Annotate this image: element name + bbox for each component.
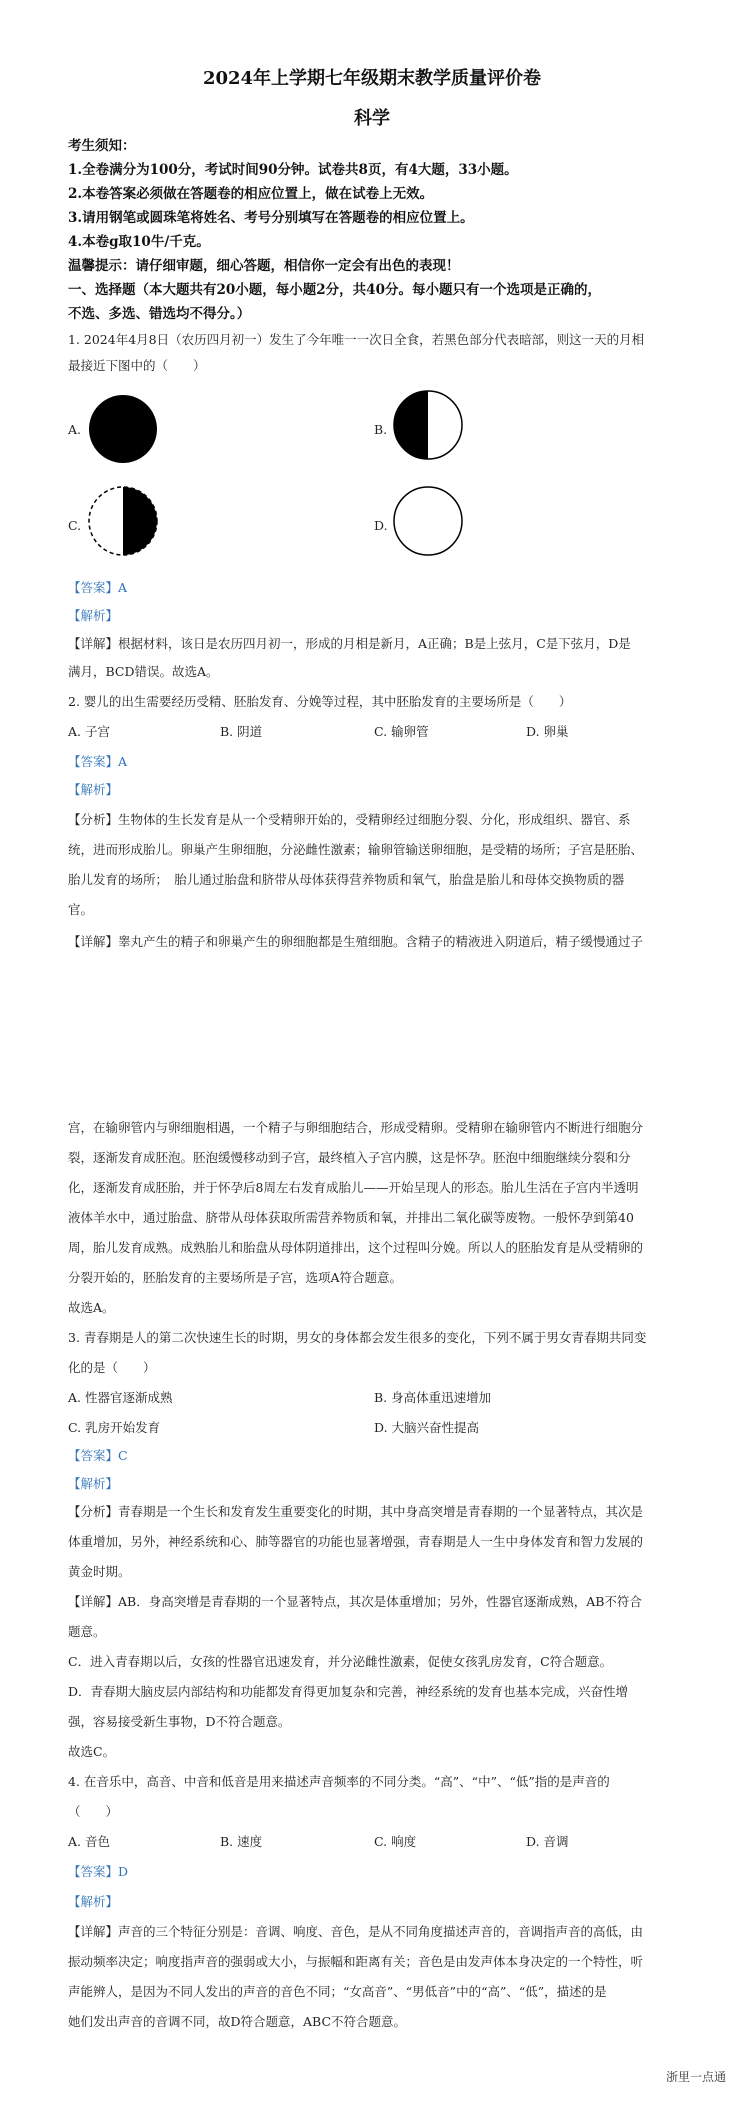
q2-option-a: A. 子宫: [68, 724, 110, 739]
q4-option-b: B. 速度: [220, 1834, 263, 1849]
right-dark-half-moon-icon: [88, 486, 158, 556]
q3-analysis: 黄金时期。: [68, 1564, 131, 1579]
q4-stem: 4. 在音乐中，高音、中音和低音是用来描述声音频率的不同分类。“高”、“中”、“低”指的是声音的: [68, 1774, 610, 1789]
q2-fenxi: 【分析】生物体的生长发育是从一个受精卵开始的，受精卵经过细胞分裂、分化，形成组织、器官、系: [68, 812, 631, 827]
q3-analysis: 体重增加，另外，神经系统和心、肺等器官的功能也显著增强，青春期是人一生中身体发育和智力发展的: [68, 1534, 644, 1549]
notice-item: 2.本卷答案必须做在答题卷的相应位置上，做在试卷上无效。: [68, 186, 434, 202]
q2-detail-cont: 周，胎儿发育成熟。成熟胎儿和胎盘从母体阴道排出，这个过程叫分娩。所以人的胚胎发育是从受精卵的: [68, 1240, 644, 1255]
notice-item: 1.全卷满分为100分，考试时间90分钟。试卷共8页，有4大题，33小题。: [68, 162, 518, 178]
q2-analysis-tag: 【解析】: [68, 782, 119, 797]
q3-option-c: C. 乳房开始发育: [68, 1420, 161, 1435]
q3-analysis: 强，容易接受新生事物，D不符合题意。: [68, 1714, 291, 1729]
exam-title: 2024年上学期七年级期末教学质量评价卷: [202, 68, 542, 89]
q2-fenxi: 统，进而形成胎儿。卵巢产生卵细胞，分泌雌性激素；输卵管输送卵细胞，是受精的场所；子宫是胚胎、: [68, 842, 644, 857]
q4-option-d: D. 音调: [526, 1834, 569, 1849]
q1-detail-cont: 满月，BCD错误。故选A。: [68, 664, 219, 679]
notice-item: 4.本卷g取10牛/千克。: [68, 234, 210, 250]
q3-analysis: 题意。: [68, 1624, 106, 1639]
section-heading: 一、选择题（本大题共有20小题，每小题2分，共40分。每小题只有一个选项是正确的，: [68, 282, 601, 298]
q4-detail: 【详解】声音的三个特征分别是：音调、响度、音色，是从不同角度描述声音的，音调指声音的高低，由: [68, 1924, 644, 1939]
q3-analysis-tag: 【解析】: [68, 1476, 119, 1491]
q2-option-c: C. 输卵管: [374, 724, 429, 739]
q4-detail: 她们发出声音的音调不同，故D符合题意，ABC不符合题意。: [68, 2014, 407, 2029]
q1-detail: 【详解】根据材料，该日是农历四月初一，形成的月相是新月，A正确；B是上弦月，C是下弦月，D是: [68, 636, 631, 651]
q2-detail-cont: 化，逐渐发育成胚胎，并于怀孕后8周左右发育成胎儿——开始呈现人的形态。胎儿生活在子宫内半透明: [68, 1180, 639, 1195]
q3-analysis: 【详解】AB．身高突增是青春期的一个显著特点，其次是体重增加；另外，性器官逐渐成熟，AB不符合: [68, 1594, 642, 1609]
q3-analysis: 【分析】青春期是一个生长和发育发生重要变化的时期，其中身高突增是青春期的一个显著特点，其次是: [68, 1504, 644, 1519]
q2-conclusion: 故选A。: [68, 1300, 115, 1315]
left-dark-half-moon-icon: [393, 390, 463, 460]
q1-stem: 1. 2024年4月8日（农历四月初一）发生了今年唯一一次日全食，若黑色部分代表暗部，则这一天的月相: [68, 332, 645, 347]
q3-analysis: C．进入青春期以后，女孩的性器官迅速发育，并分泌雌性激素，促使女孩乳房发育，C符合题意。: [68, 1654, 613, 1669]
q4-option-a: A. 音色: [68, 1834, 110, 1849]
q1-option-a-label: A.: [68, 422, 82, 437]
footer-watermark: 浙里一点通: [665, 2070, 726, 2084]
q4-detail: 振动频率决定；响度指声音的强弱或大小，与振幅和距离有关；音色是由发声体本身决定的一个特性，听: [68, 1954, 644, 1969]
q3-analysis: D．青春期大脑皮层内部结构和功能都发育得更加复杂和完善，神经系统的发育也基本完成，兴奋性增: [68, 1684, 629, 1699]
q1-option-c-label: C.: [68, 518, 82, 533]
q2-fenxi: 胎儿发育的场所； 胎儿通过胎盘和脐带从母体获得营养物质和氧气，胎盘是胎儿和母体交换物质的器: [68, 872, 625, 887]
q2-detail: 【详解】睾丸产生的精子和卵巢产生的卵细胞都是生殖细胞。含精子的精液进入阴道后，精子缓慢通过子: [68, 934, 644, 949]
full-dark-moon-icon: [88, 394, 158, 464]
q4-detail: 声能辨人，是因为不同人发出的声音的音色不同；“女高音”、“男低音”中的“高”、“低”，描述的是: [68, 1984, 607, 1999]
q3-stem: 3. 青春期是人的第二次快速生长的时期，男女的身体都会发生很多的变化，下列不属于男女青春期共同变: [68, 1330, 647, 1345]
q3-option-a: A. 性器官逐渐成熟: [68, 1390, 173, 1405]
q2-detail-cont: 宫，在输卵管内与卵细胞相遇，一个精子与卵细胞结合，形成受精卵。受精卵在输卵管内不断进行细胞分: [68, 1120, 644, 1135]
q1-stem-cont: 最接近下图中的（ ）: [68, 358, 206, 373]
q2-option-b: B. 阴道: [220, 724, 263, 739]
q3-option-b: B. 身高体重迅速增加: [374, 1390, 492, 1405]
q1-answer: 【答案】A: [68, 580, 128, 595]
q3-stem-cont: 化的是（ ）: [68, 1360, 156, 1375]
q2-option-d: D. 卵巢: [526, 724, 569, 739]
q1-option-b-label: B.: [374, 422, 388, 437]
q2-detail-cont: 裂，逐渐发育成胚泡。胚泡缓慢移动到子宫，最终植入子宫内膜，这是怀孕。胚泡中细胞继续分裂和分: [68, 1150, 631, 1165]
warm-tip: 温馨提示：请仔细审题，细心答题，相信你一定会有出色的表现！: [68, 258, 460, 274]
q4-option-c: C. 响度: [374, 1834, 417, 1849]
q1-option-d-label: D.: [374, 518, 388, 533]
q4-analysis-tag: 【解析】: [68, 1894, 119, 1909]
q2-detail-cont: 分裂开始的，胚胎发育的主要场所是子宫，选项A符合题意。: [68, 1270, 403, 1285]
q1-analysis-tag: 【解析】: [68, 608, 119, 623]
subject-title: 科学: [354, 108, 390, 129]
q2-detail-cont: 液体羊水中，通过胎盘、脐带从母体获取所需营养物质和氧，并排出二氧化碳等废物。一般怀孕到第40: [68, 1210, 634, 1225]
q3-option-d: D. 大脑兴奋性提高: [374, 1420, 480, 1435]
q4-stem-cont: （ ）: [68, 1804, 119, 1819]
q3-answer: 【答案】C: [68, 1448, 128, 1463]
q3-conclusion: 故选C。: [68, 1744, 116, 1759]
notice-heading: 考生须知：: [68, 138, 136, 154]
notice-item: 3.请用钢笔或圆珠笔将姓名、考号分别填写在答题卷的相应位置上。: [68, 210, 474, 226]
section-heading-cont: 不选、多选、错选均不得分。）: [68, 306, 251, 322]
q4-answer: 【答案】D: [68, 1864, 129, 1879]
q2-stem: 2. 婴儿的出生需要经历受精、胚胎发育、分娩等过程，其中胚胎发育的主要场所是（ ）: [68, 694, 572, 709]
q2-answer: 【答案】A: [68, 754, 128, 769]
q2-fenxi: 官。: [68, 902, 94, 917]
full-bright-moon-icon: [393, 486, 463, 556]
